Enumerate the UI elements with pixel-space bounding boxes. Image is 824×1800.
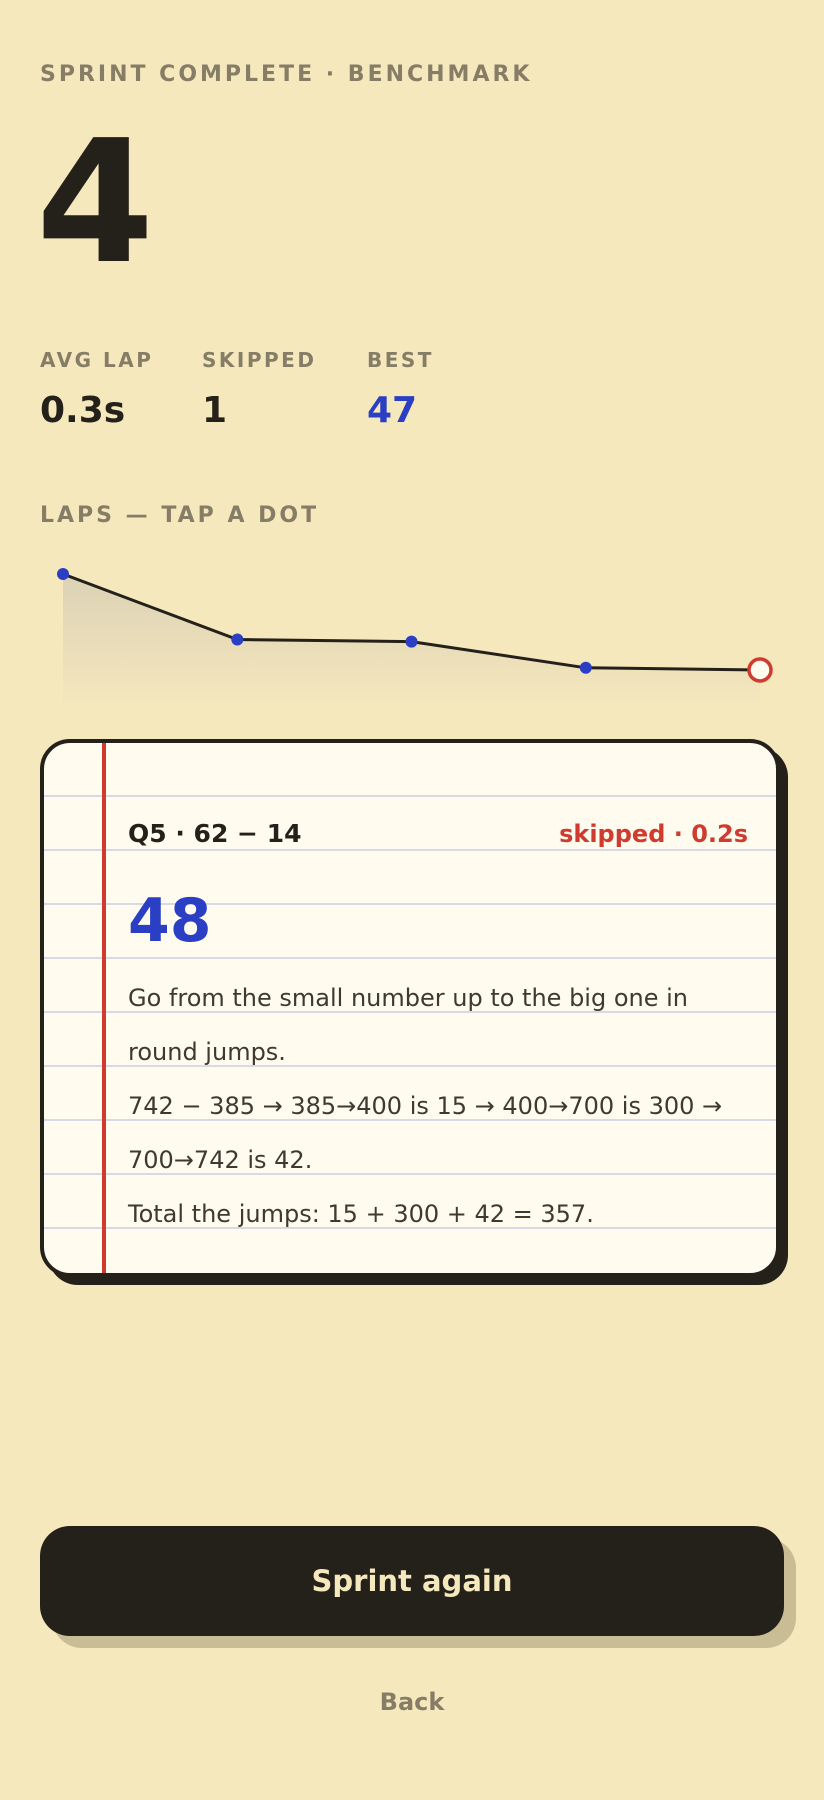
card-header [128,819,748,848]
stat-avg-lap [40,348,202,431]
stat-label: BEST [367,348,434,372]
results-eyebrow: SPRINT COMPLETE · BENCHMARK [40,62,533,87]
stat-value: 47 [367,390,418,431]
notebook-margin-line [102,743,106,1273]
stat-value: 1 [202,390,228,431]
question-text: Q5 · 62 − 14 [128,819,302,848]
laps-label: LAPS — TAP A DOT [40,503,320,528]
solution-steps [128,971,736,1241]
stat-value: 0.3s [40,390,126,431]
lap-detail-card [40,739,780,1277]
lap-chart [0,540,824,710]
lap-dot[interactable] [580,662,592,674]
stat-best [367,348,434,431]
stat-skipped [202,348,367,431]
lap-status: skipped · 0.2s [559,820,748,848]
score: 4 [36,104,151,302]
lap-dot-skipped[interactable] [749,659,771,681]
solution-step: Total the jumps: 15 + 300 + 42 = 357. [128,1200,594,1228]
lap-dot[interactable] [231,634,243,646]
solution-step: Go from the small number up to the big one in round jumps. [128,984,689,1066]
lap-dot[interactable] [57,568,69,580]
sprint-again-button[interactable]: Sprint again [40,1526,784,1636]
solution-step: 742 − 385 → 385→400 is 15 → 400→700 is 300 → 700→742 is 42. [128,1092,723,1174]
back-link[interactable]: Back [379,1688,445,1716]
stats-row [40,348,434,431]
stat-label: SKIPPED [202,348,317,372]
lap-dot[interactable] [406,636,418,648]
stat-label: AVG LAP [40,348,154,372]
correct-answer: 48 [128,886,212,956]
